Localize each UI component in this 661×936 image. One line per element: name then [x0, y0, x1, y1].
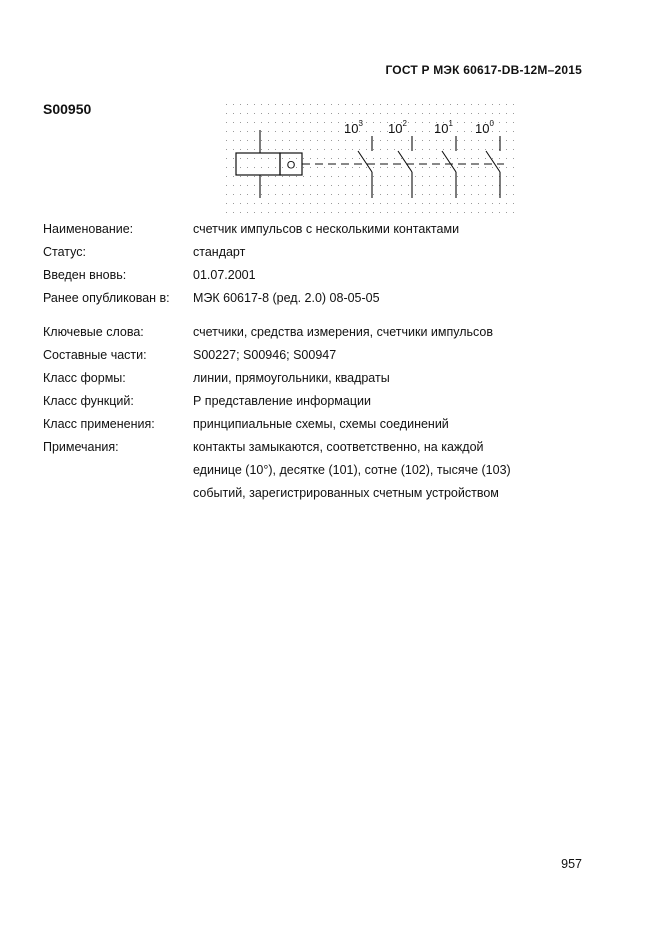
- row-parts: [43, 344, 583, 367]
- contact-2: [398, 136, 412, 198]
- row-notes: [43, 436, 583, 505]
- row-application-class: [43, 413, 583, 436]
- row-status: [43, 241, 583, 264]
- counter-indicator-label: O: [286, 159, 296, 172]
- row-function-class: [43, 390, 583, 413]
- symbol-diagram: [222, 100, 518, 216]
- form-class-value: линии, прямоугольники, квадраты: [193, 371, 390, 385]
- contact-label-4: $10^0$: [475, 119, 494, 136]
- row-keywords: [43, 321, 583, 344]
- application-class-value: принципиальные схемы, схемы соединений: [193, 417, 449, 431]
- page-number: 957: [561, 857, 582, 871]
- counter-body: [236, 153, 280, 175]
- notes-line-3: событий, зарегистрированных счетным устройством: [193, 486, 499, 500]
- parts-label: Составные части:: [43, 348, 147, 362]
- keywords-label: Ключевые слова:: [43, 325, 144, 339]
- symbol-code: S00950: [43, 101, 92, 117]
- contact-label-1: $10^3$: [344, 119, 363, 136]
- attribute-table: [43, 218, 583, 505]
- published-value: МЭК 60617-8 (ред. 2.0) 08-05-05: [193, 291, 380, 305]
- document-header: ГОСТ Р МЭК 60617-DB-12M–2015: [385, 63, 582, 77]
- keywords-value: счетчики, средства измерения, счетчики импульсов: [193, 325, 494, 339]
- application-class-label: Класс применения:: [43, 417, 155, 431]
- row-form-class: [43, 367, 583, 390]
- introduced-label: Введен вновь:: [43, 268, 127, 282]
- name-value: счетчик импульсов с несколькими контактами: [193, 222, 460, 236]
- name-label: Наименование:: [43, 222, 134, 236]
- form-class-label: Класс формы:: [43, 371, 126, 385]
- grid-dots: [226, 104, 514, 213]
- function-class-label: Класс функций:: [43, 394, 134, 408]
- contact-3: [442, 136, 456, 198]
- row-published: [43, 287, 583, 310]
- contact-label-2: $10^2$: [388, 119, 407, 136]
- contact-label-3: $10^1$: [434, 119, 453, 136]
- section-gap: [43, 310, 583, 321]
- contact-1: [358, 136, 372, 198]
- status-label: Статус:: [43, 245, 86, 259]
- status-value: стандарт: [193, 245, 246, 259]
- notes-value: [193, 436, 583, 505]
- introduced-value: 01.07.2001: [193, 268, 256, 282]
- notes-line-2: единице (10°), десятке (101), сотне (102), тысяче (103): [193, 463, 511, 477]
- parts-value: S00227; S00946; S00947: [193, 348, 337, 362]
- row-introduced: [43, 264, 583, 287]
- notes-label: Примечания:: [43, 440, 119, 454]
- row-name: [43, 218, 583, 241]
- published-label: Ранее опубликован в:: [43, 291, 170, 305]
- notes-line-1: контакты замыкаются, соответственно, на каждой: [193, 440, 484, 454]
- function-class-value: Р представление информации: [193, 394, 371, 408]
